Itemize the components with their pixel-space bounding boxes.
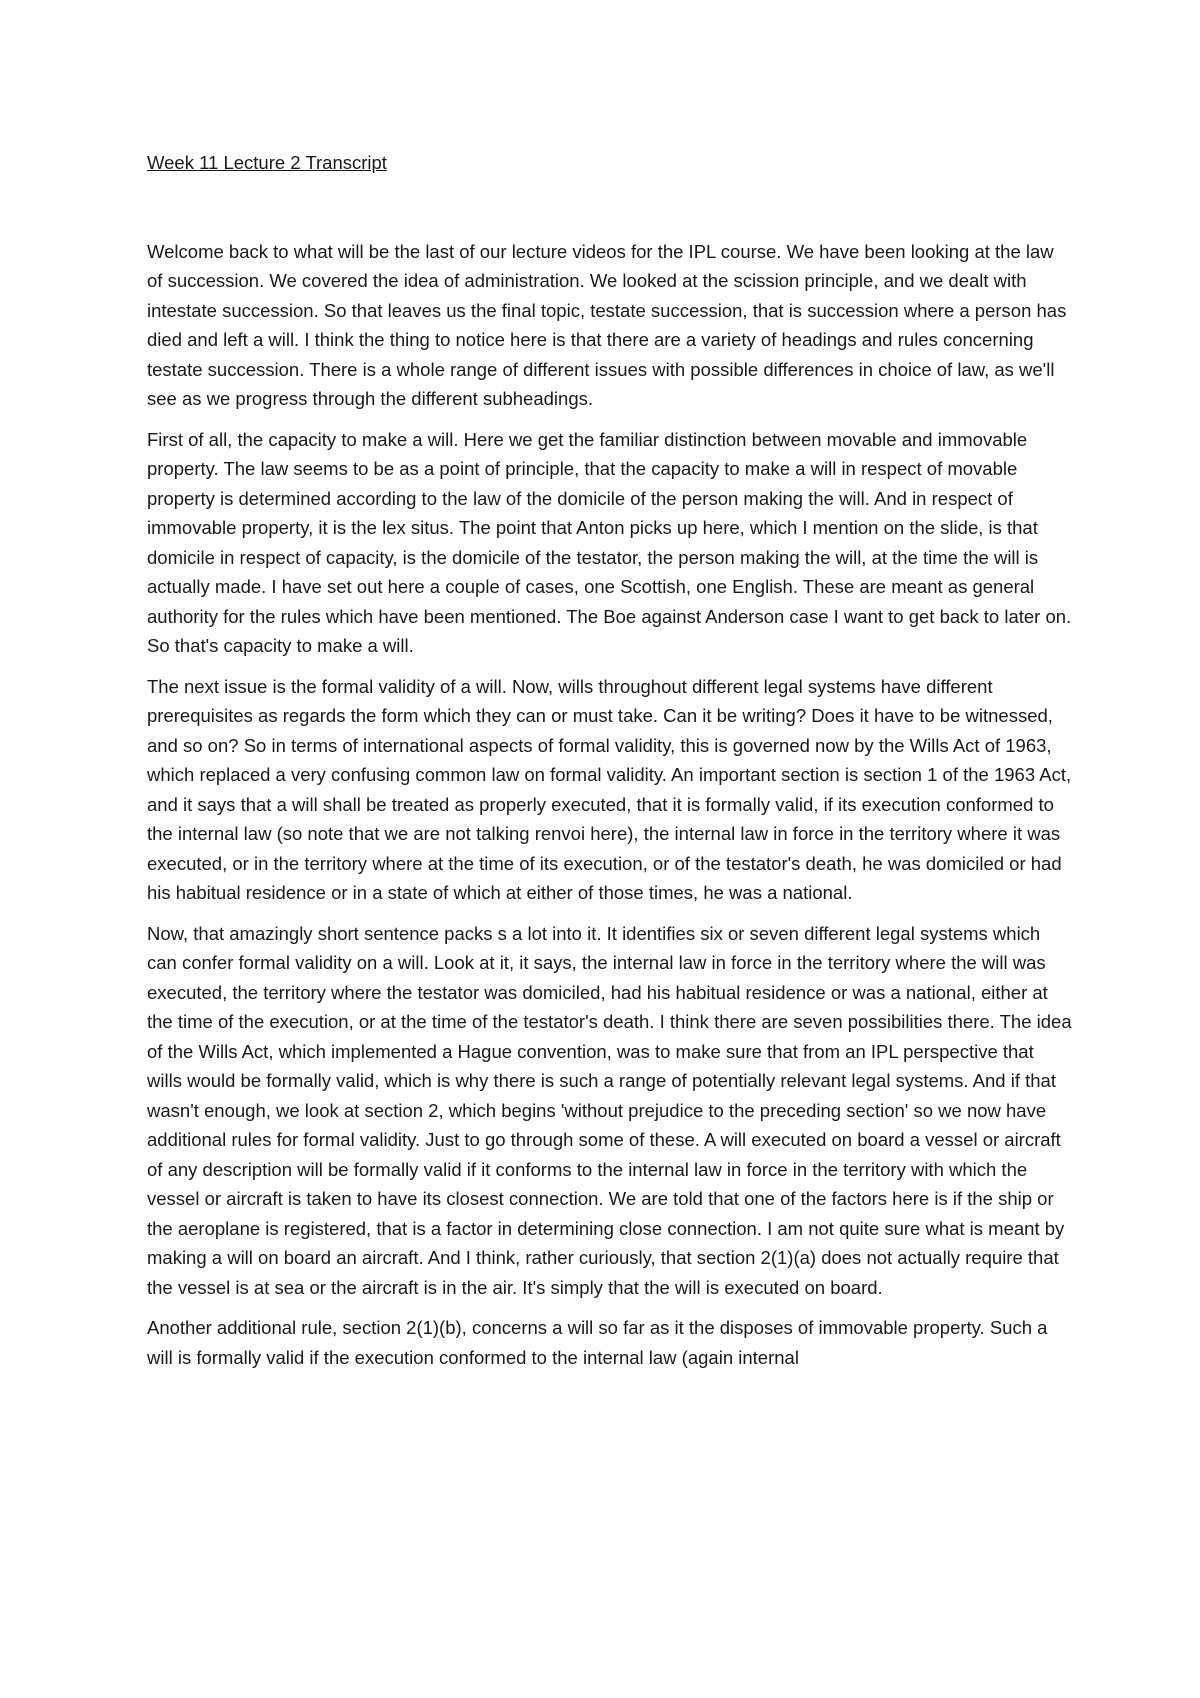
paragraph-immovable-property: Another additional rule, section 2(1)(b), concerns a will so far as it the disposes of immovable property. Such a will is formally valid if the execution conformed to the internal law (again internal — [147, 1317, 1048, 1368]
paragraph-capacity: First of all, the capacity to make a will. Here we get the familiar distinction between movable and immovable property. The law seems to be as a point of principle, that the capacity to make a will in respect of movable property is determined according to the law of the domicile of the person making the will. And in respect of immovable property, it is the lex situs. The point that Anton picks up here, which I mention on the slide, is that domicile in respect of capacity, is the domicile of the testator, the person making the will, at the time the will is actually made. I have set out here a couple of cases, one Scottish, one English. These are meant as general authority for the rules which have been mentioned. The Boe against Anderson case I want to get back to later on. So that's capacity to make a will. — [147, 428, 1072, 656]
paragraph-introduction: Welcome back to what will be the last of our lecture videos for the IPL course. We have been looking at the law of succession. We covered the idea of administration. We looked at the scission principle, and we dealt with intestate succession. So that leaves us the final topic, testate succession, that is succession where a person has died and left a will. I think the thing to notice here is that there are a variety of headings and rules concerning testate succession. There is a whole range of different issues with possible differences in choice of law, as we'll see as we progress through the different subheadings. — [147, 240, 1067, 409]
paragraph-wills-act-section-2: Now, that amazingly short sentence packs s a lot into it. It identifies six or seven different legal systems which can confer formal validity on a will. Look at it, it says, the internal law in force in the territory where the will was executed, the territory where the testator was domiciled, had his habitual residence or was a national, either at the time of the execution, or at the time of the testator's death. I think there are seven possibilities there. The idea of the Wills Act, which implemented a Hague convention, was to make sure that from an IPL perspective that wills would be formally valid, which is why there is such a range of potentially relevant legal systems. And if that wasn't enough, we look at section 2, which begins 'without prejudice to the preceding section' so we now have additional rules for formal validity. Just to go through some of these. A will executed on board a vessel or aircraft of any description will be formally valid if it conforms to the internal law in force in the territory with which the vessel or aircraft is taken to have its closest connection. We are told that one of the factors here is if the ship or the aeroplane is registered, that is a factor in determining close connection. I am not quite sure what is meant by making a will on board an aircraft. And I think, rather curiously, that section 2(1)(a) does not actually require that the vessel is at sea or the aircraft is in the air. It's simply that the will is executed on board. — [147, 922, 1072, 1298]
document-title: Week 11 Lecture 2 Transcript — [147, 152, 387, 173]
paragraph-formal-validity: The next issue is the formal validity of a will. Now, wills throughout different legal systems have different prerequisites as regards the form which they can or must take. Can it be writing? Does it have to be witnessed, and so on? So in terms of international aspects of formal validity, this is governed now by the Wills Act of 1963, which replaced a very confusing common law on formal validity. An important section is section 1 of the 1963 Act, and it says that a will shall be treated as properly executed, that it is formally valid, if its execution conformed to the internal law (so note that we are not talking renvoi here), the internal law in force in the territory where it was executed, or in the territory where at the time of its execution, or of the testator's death, he was domiciled or had his habitual residence or in a state of which at either of those times, he was a national. — [147, 675, 1072, 903]
document-body — [147, 148, 1072, 1383]
